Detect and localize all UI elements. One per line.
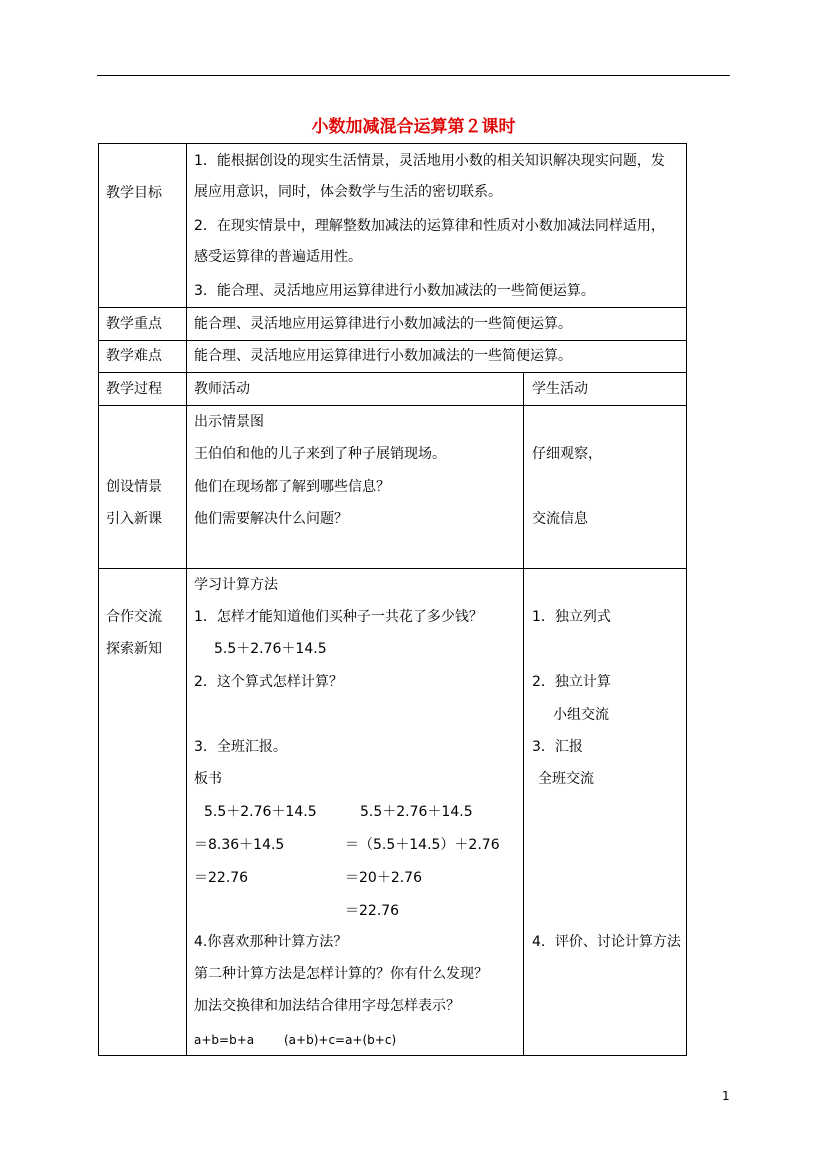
section1-label: 引入新课 [106, 511, 162, 527]
student-activity-line: 交流信息 [532, 511, 588, 527]
student-column-header: 学生活动 [532, 381, 588, 397]
teacher-activity-line: 4.你喜欢那种计算方法？ [194, 934, 348, 950]
goal-line: 2．在现实情景中，理解整数加减法的运算律和性质对小数加减法同样适用， [194, 218, 665, 234]
teacher-activity-line: 板书 [194, 771, 222, 787]
teacher-activity-line: 王伯伯和他的儿子来到了种子展销现场。 [194, 446, 446, 462]
key-points-text: 能合理、灵活地应用运算律进行小数加减法的一些简便运算。 [194, 316, 572, 332]
difficulties-label: 教学难点 [106, 348, 162, 364]
teacher-activity-line: 学习计算方法 [194, 577, 278, 593]
teacher-activity-line: 2．这个算式怎样计算？ [194, 674, 343, 690]
header-rule [97, 75, 730, 76]
teacher-activity-line: 出示情景图 [194, 414, 264, 430]
goal-line: 1．能根据创设的现实生活情景，灵活地用小数的相关知识解决现实问题，发 [194, 153, 665, 169]
goal-line: 3．能合理、灵活地应用运算律进行小数加减法的一些简便运算。 [194, 283, 595, 299]
teacher-activity-line: 他们在现场都了解到哪些信息？ [194, 479, 390, 495]
teacher-column-header: 教师活动 [194, 381, 250, 397]
section2-label: 合作交流 [106, 609, 162, 625]
key-points-label: 教学重点 [106, 316, 162, 332]
student-activity-line: 4．评价、讨论计算方法 [532, 934, 681, 950]
teacher-activity-line: 3．全班汇报。 [194, 739, 287, 755]
section2-label: 探索新知 [106, 641, 162, 657]
goal-line: 感受运算律的普遍适用性。 [194, 249, 362, 265]
column-divider [186, 143, 187, 1056]
board-calc-2: ＝20＋2.76 [345, 870, 422, 886]
student-activity-line: 仔细观察， [532, 446, 602, 462]
formula: a+b=b+a [194, 1033, 255, 1047]
table-border-left [98, 143, 99, 1056]
table-border-right [686, 143, 687, 1056]
board-calc-1: ＝22.76 [194, 870, 249, 886]
formula: (a+b)+c=a+(b+c) [284, 1033, 397, 1047]
student-activity-line: 全班交流 [538, 771, 594, 787]
teacher-activity-line: 第二种计算方法是怎样计算的？你有什么发现？ [194, 966, 488, 982]
student-activity-line: 2．独立计算 [532, 674, 611, 690]
process-label: 教学过程 [106, 381, 162, 397]
student-activity-line: 3．汇报 [532, 739, 583, 755]
board-calc-2: ＝（5.5＋14.5）＋2.76 [345, 837, 500, 853]
teacher-activity-line: 他们需要解决什么问题？ [194, 511, 348, 527]
formula: 5.5＋2.76＋14.5 [214, 641, 327, 657]
page-number: 1 [722, 1089, 730, 1103]
difficulties-text: 能合理、灵活地应用运算律进行小数加减法的一些简便运算。 [194, 348, 572, 364]
teacher-activity-line: 加法交换律和加法结合律用字母怎样表示？ [194, 998, 460, 1014]
board-calc-1: ＝8.36＋14.5 [194, 837, 285, 853]
board-calc-2: 5.5＋2.76＋14.5 [360, 804, 473, 820]
board-calc-2: ＝22.76 [345, 903, 400, 919]
goals-label: 教学目标 [106, 185, 162, 201]
goal-line: 展应用意识，同时，体会数学与生活的密切联系。 [194, 184, 502, 200]
teacher-activity-line: 1．怎样才能知道他们买种子一共花了多少钱？ [194, 609, 483, 625]
student-activity-line: 1．独立列式 [532, 609, 611, 625]
lesson-plan-table [98, 143, 686, 1055]
column-divider [523, 372, 524, 1056]
student-activity-line: 小组交流 [553, 707, 609, 723]
board-calc-1: 5.5＋2.76＋14.5 [204, 804, 317, 820]
section1-label: 创设情景 [106, 479, 162, 495]
page-title: 小数加减混合运算第２课时 [311, 117, 516, 137]
